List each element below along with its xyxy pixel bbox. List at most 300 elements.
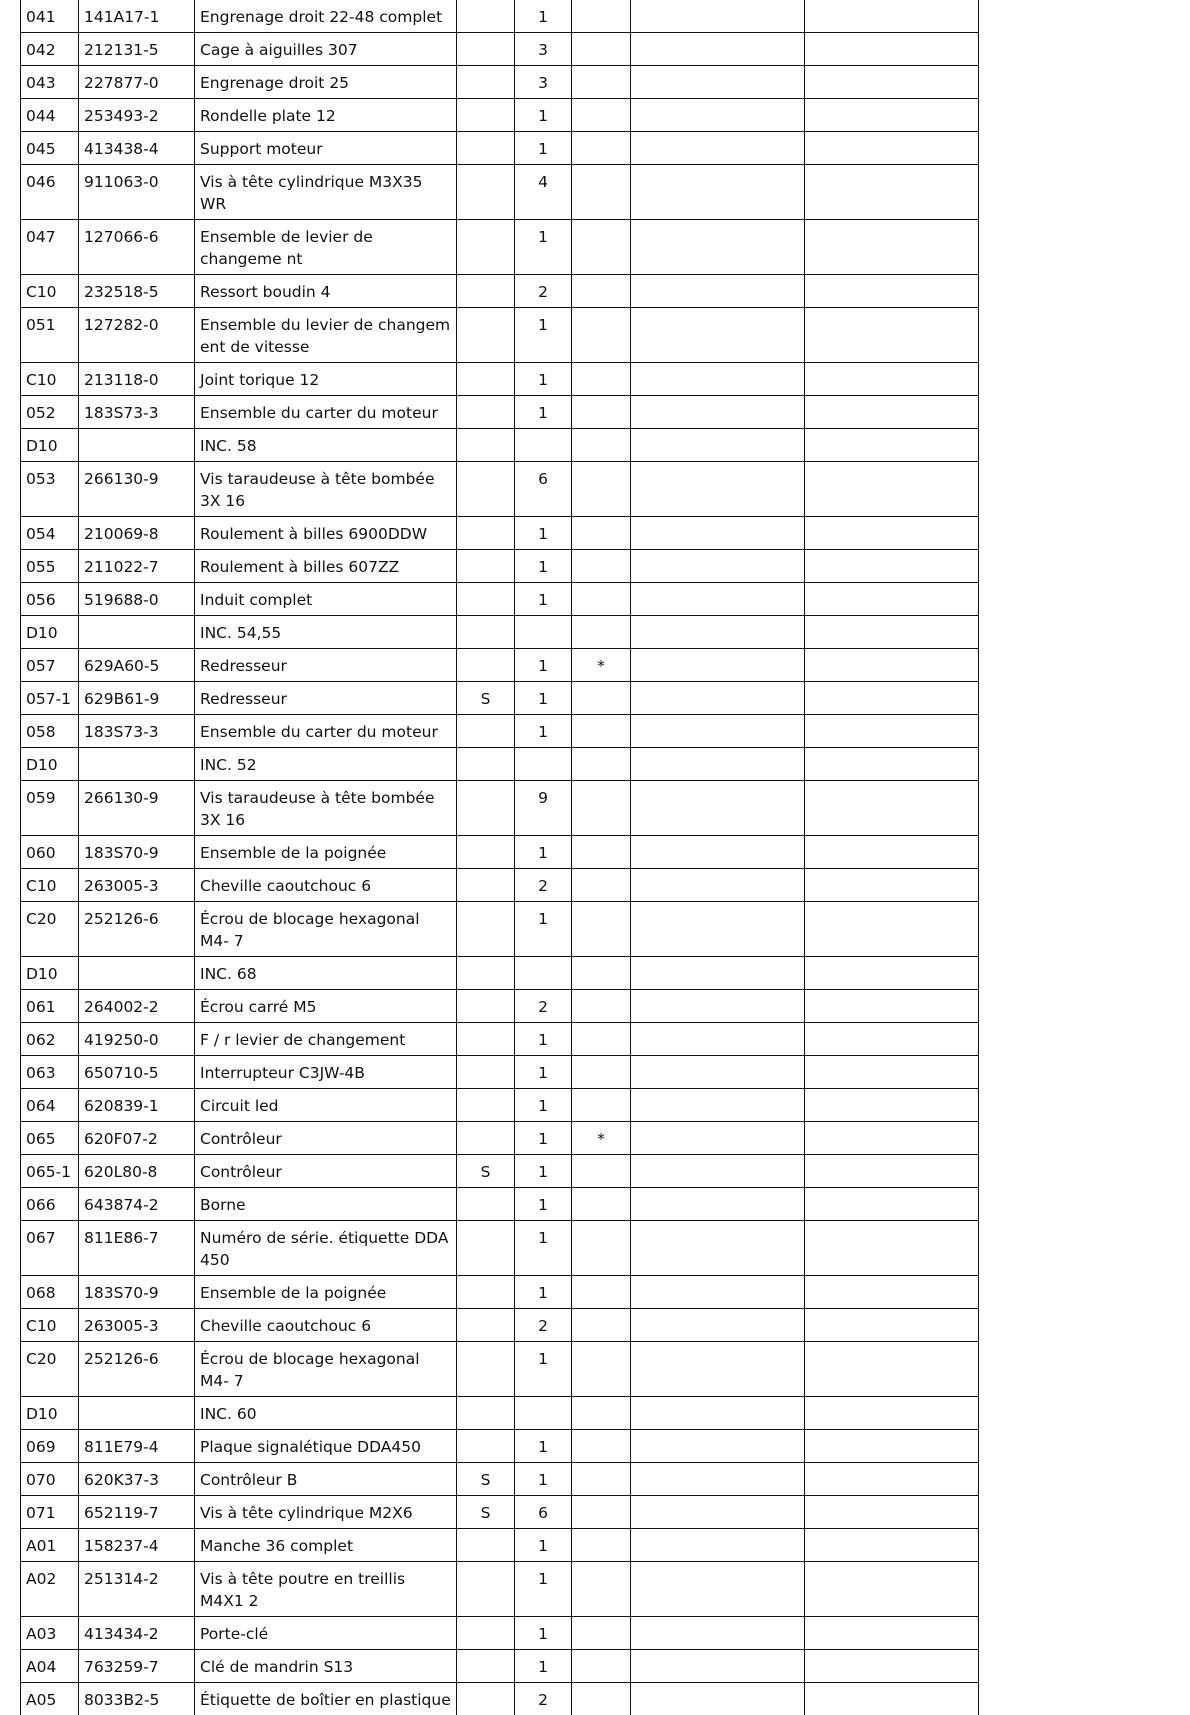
empty-cell [805,1463,979,1496]
empty-cell [805,1056,979,1089]
mark-cell [572,275,631,308]
description-cell: Ensemble de la poignée [195,836,457,869]
mark-cell [572,990,631,1023]
empty-cell [631,1342,805,1397]
table-row [21,1309,979,1342]
description-cell: Manche 36 complet [195,1529,457,1562]
item-number-cell: 045 [21,132,79,165]
mark-cell [572,1221,631,1276]
table-row [21,1397,979,1430]
empty-cell [631,1529,805,1562]
empty-cell [631,275,805,308]
description-cell: Vis taraudeuse à tête bombée 3X 16 [195,781,457,836]
empty-cell [805,220,979,275]
mark-cell [572,902,631,957]
table-row [21,1056,979,1089]
mark-cell [572,1650,631,1683]
empty-cell [631,220,805,275]
item-number-cell: 053 [21,462,79,517]
item-number-cell: 065 [21,1122,79,1155]
part-number-cell: 811E79-4 [79,1430,195,1463]
part-number-cell: 620L80-8 [79,1155,195,1188]
description-cell: Circuit led [195,1089,457,1122]
table-row [21,396,979,429]
mark-cell [572,308,631,363]
table-row [21,1276,979,1309]
quantity-cell: 1 [515,902,572,957]
table-row [21,1221,979,1276]
serial-flag-cell [457,1309,515,1342]
empty-cell [631,1562,805,1617]
serial-flag-cell [457,363,515,396]
quantity-cell: 3 [515,33,572,66]
item-number-cell: 046 [21,165,79,220]
description-cell: Écrou carré M5 [195,990,457,1023]
serial-flag-cell: S [457,1463,515,1496]
quantity-cell: 1 [515,517,572,550]
quantity-cell: 1 [515,132,572,165]
quantity-cell: 1 [515,1617,572,1650]
serial-flag-cell [457,99,515,132]
table-row [21,1496,979,1529]
description-cell: Roulement à billes 6900DDW [195,517,457,550]
serial-flag-cell [457,1397,515,1430]
quantity-cell: 1 [515,715,572,748]
description-cell: Redresseur [195,682,457,715]
item-number-cell: 063 [21,1056,79,1089]
quantity-cell: 2 [515,990,572,1023]
mark-cell [572,1397,631,1430]
description-cell: Cage à aiguilles 307 [195,33,457,66]
description-cell: Cheville caoutchouc 6 [195,869,457,902]
table-row [21,902,979,957]
item-number-cell: 065-1 [21,1155,79,1188]
table-row [21,462,979,517]
table-row [21,715,979,748]
table-row [21,429,979,462]
mark-cell [572,1463,631,1496]
table-row [21,165,979,220]
part-number-cell [79,429,195,462]
description-cell: INC. 58 [195,429,457,462]
item-number-cell: C10 [21,275,79,308]
empty-cell [805,836,979,869]
empty-cell [805,1430,979,1463]
mark-cell [572,1188,631,1221]
part-number-cell [79,1397,195,1430]
mark-cell [572,1023,631,1056]
item-number-cell: 062 [21,1023,79,1056]
description-cell: Ensemble de levier de changeme nt [195,220,457,275]
description-cell: Plaque signalétique DDA450 [195,1430,457,1463]
table-row [21,1683,979,1715]
empty-cell [631,836,805,869]
mark-cell [572,1496,631,1529]
mark-cell [572,0,631,33]
serial-flag-cell [457,165,515,220]
empty-cell [805,165,979,220]
part-number-cell: 263005-3 [79,869,195,902]
part-number-cell: 811E86-7 [79,1221,195,1276]
mark-cell [572,1276,631,1309]
serial-flag-cell [457,748,515,781]
mark-cell [572,781,631,836]
part-number-cell: 643874-2 [79,1188,195,1221]
quantity-cell: 2 [515,275,572,308]
empty-cell [805,1650,979,1683]
table-row [21,1089,979,1122]
serial-flag-cell [457,308,515,363]
mark-cell [572,1529,631,1562]
mark-cell: * [572,1122,631,1155]
description-cell: Engrenage droit 22-48 complet [195,0,457,33]
mark-cell [572,220,631,275]
empty-cell [805,616,979,649]
part-number-cell: 266130-9 [79,462,195,517]
table-row [21,616,979,649]
quantity-cell: 1 [515,1562,572,1617]
empty-cell [631,1650,805,1683]
description-cell: INC. 60 [195,1397,457,1430]
mark-cell [572,682,631,715]
empty-cell [805,1122,979,1155]
description-cell: Ensemble de la poignée [195,1276,457,1309]
item-number-cell: 059 [21,781,79,836]
empty-cell [631,1683,805,1715]
empty-cell [805,1496,979,1529]
item-number-cell: 054 [21,517,79,550]
item-number-cell: 057 [21,649,79,682]
serial-flag-cell [457,1188,515,1221]
empty-cell [631,33,805,66]
empty-cell [805,0,979,33]
part-number-cell: 211022-7 [79,550,195,583]
item-number-cell: 044 [21,99,79,132]
table-row [21,1122,979,1155]
empty-cell [631,715,805,748]
quantity-cell: 1 [515,1430,572,1463]
part-number-cell: 519688-0 [79,583,195,616]
serial-flag-cell [457,1023,515,1056]
empty-cell [805,748,979,781]
part-number-cell: 158237-4 [79,1529,195,1562]
part-number-cell: 419250-0 [79,1023,195,1056]
mark-cell [572,99,631,132]
description-cell: Induit complet [195,583,457,616]
mark-cell [572,363,631,396]
item-number-cell: 068 [21,1276,79,1309]
empty-cell [631,1155,805,1188]
mark-cell [572,1562,631,1617]
empty-cell [805,781,979,836]
mark-cell [572,616,631,649]
item-number-cell: 057-1 [21,682,79,715]
mark-cell [572,517,631,550]
mark-cell [572,715,631,748]
description-cell: Porte-clé [195,1617,457,1650]
empty-cell [805,462,979,517]
quantity-cell: 1 [515,550,572,583]
part-number-cell: 183S70-9 [79,836,195,869]
empty-cell [631,132,805,165]
item-number-cell: 067 [21,1221,79,1276]
quantity-cell: 1 [515,308,572,363]
table-row [21,682,979,715]
table-row [21,990,979,1023]
empty-cell [805,957,979,990]
empty-cell [631,517,805,550]
description-cell: Écrou de blocage hexagonal M4- 7 [195,1342,457,1397]
empty-cell [805,308,979,363]
quantity-cell: 1 [515,99,572,132]
description-cell: Redresseur [195,649,457,682]
description-cell: Vis à tête poutre en treillis M4X1 2 [195,1562,457,1617]
empty-cell [805,396,979,429]
mark-cell [572,462,631,517]
description-cell: Ensemble du carter du moteur [195,715,457,748]
serial-flag-cell [457,462,515,517]
quantity-cell [515,429,572,462]
part-number-cell: 650710-5 [79,1056,195,1089]
empty-cell [631,1397,805,1430]
item-number-cell: 058 [21,715,79,748]
table-row [21,0,979,33]
parts-list-table [20,0,979,1715]
part-number-cell: 763259-7 [79,1650,195,1683]
empty-cell [805,1089,979,1122]
mark-cell [572,1089,631,1122]
serial-flag-cell [457,517,515,550]
part-number-cell: 127282-0 [79,308,195,363]
empty-cell [631,616,805,649]
part-number-cell: 141A17-1 [79,0,195,33]
quantity-cell: 1 [515,1023,572,1056]
mark-cell [572,1056,631,1089]
item-number-cell: 069 [21,1430,79,1463]
quantity-cell: 9 [515,781,572,836]
part-number-cell: 227877-0 [79,66,195,99]
serial-flag-cell [457,869,515,902]
part-number-cell: 213118-0 [79,363,195,396]
table-row [21,748,979,781]
empty-cell [805,902,979,957]
part-number-cell: 252126-6 [79,1342,195,1397]
mark-cell [572,165,631,220]
empty-cell [805,1617,979,1650]
description-cell: Vis taraudeuse à tête bombée 3X 16 [195,462,457,517]
table-row [21,1342,979,1397]
item-number-cell: A02 [21,1562,79,1617]
table-row [21,66,979,99]
serial-flag-cell [457,1683,515,1715]
item-number-cell: C10 [21,869,79,902]
empty-cell [631,550,805,583]
serial-flag-cell [457,1430,515,1463]
serial-flag-cell [457,1562,515,1617]
description-cell: Ensemble du levier de changem ent de vitesse [195,308,457,363]
part-number-cell: 629A60-5 [79,649,195,682]
quantity-cell: 2 [515,1309,572,1342]
part-number-cell [79,616,195,649]
empty-cell [631,1463,805,1496]
item-number-cell: C10 [21,363,79,396]
empty-cell [805,275,979,308]
mark-cell [572,1155,631,1188]
mark-cell [572,429,631,462]
table-row [21,220,979,275]
empty-cell [631,748,805,781]
description-cell: Engrenage droit 25 [195,66,457,99]
item-number-cell: C10 [21,1309,79,1342]
description-cell: Contrôleur [195,1122,457,1155]
description-cell: Borne [195,1188,457,1221]
serial-flag-cell [457,132,515,165]
serial-flag-cell [457,649,515,682]
empty-cell [631,363,805,396]
empty-cell [631,1430,805,1463]
item-number-cell: 071 [21,1496,79,1529]
empty-cell [805,1529,979,1562]
part-number-cell: 127066-6 [79,220,195,275]
empty-cell [805,1683,979,1715]
item-number-cell: A04 [21,1650,79,1683]
mark-cell [572,748,631,781]
empty-cell [631,649,805,682]
table-row [21,308,979,363]
quantity-cell: 3 [515,66,572,99]
description-cell: Rondelle plate 12 [195,99,457,132]
description-cell: INC. 68 [195,957,457,990]
item-number-cell: 066 [21,1188,79,1221]
empty-cell [631,165,805,220]
part-number-cell: 232518-5 [79,275,195,308]
mark-cell [572,1683,631,1715]
part-number-cell: 620839-1 [79,1089,195,1122]
description-cell: Ressort boudin 4 [195,275,457,308]
serial-flag-cell [457,781,515,836]
quantity-cell: 2 [515,1683,572,1715]
serial-flag-cell [457,33,515,66]
empty-cell [631,902,805,957]
quantity-cell: 1 [515,1188,572,1221]
part-number-cell: 252126-6 [79,902,195,957]
part-number-cell: 210069-8 [79,517,195,550]
serial-flag-cell [457,1056,515,1089]
item-number-cell: C20 [21,902,79,957]
empty-cell [805,1562,979,1617]
mark-cell [572,836,631,869]
quantity-cell: 1 [515,1155,572,1188]
mark-cell [572,583,631,616]
table-row [21,649,979,682]
table-row [21,33,979,66]
item-number-cell: 043 [21,66,79,99]
empty-cell [631,308,805,363]
table-row [21,550,979,583]
quantity-cell: 6 [515,462,572,517]
quantity-cell [515,616,572,649]
quantity-cell: 1 [515,1650,572,1683]
mark-cell [572,1309,631,1342]
quantity-cell: 1 [515,1463,572,1496]
item-number-cell: 042 [21,33,79,66]
description-cell: INC. 54,55 [195,616,457,649]
part-number-cell: 911063-0 [79,165,195,220]
serial-flag-cell: S [457,682,515,715]
serial-flag-cell [457,275,515,308]
mark-cell [572,66,631,99]
quantity-cell [515,957,572,990]
item-number-cell: D10 [21,748,79,781]
table-row [21,132,979,165]
description-cell: Contrôleur B [195,1463,457,1496]
serial-flag-cell: S [457,1496,515,1529]
serial-flag-cell [457,0,515,33]
empty-cell [631,1309,805,1342]
part-number-cell: 413438-4 [79,132,195,165]
table-row [21,583,979,616]
description-cell: F / r levier de changement [195,1023,457,1056]
serial-flag-cell [457,1617,515,1650]
description-cell: Vis à tête cylindrique M2X6 [195,1496,457,1529]
description-cell: Vis à tête cylindrique M3X35 WR [195,165,457,220]
empty-cell [805,990,979,1023]
empty-cell [805,649,979,682]
quantity-cell [515,1397,572,1430]
mark-cell [572,550,631,583]
empty-cell [631,1221,805,1276]
serial-flag-cell [457,1529,515,1562]
item-number-cell: D10 [21,1397,79,1430]
serial-flag-cell [457,583,515,616]
item-number-cell: 061 [21,990,79,1023]
part-number-cell: 212131-5 [79,33,195,66]
table-row [21,1562,979,1617]
part-number-cell: 183S73-3 [79,715,195,748]
quantity-cell: 1 [515,220,572,275]
description-cell: Numéro de série. étiquette DDA 450 [195,1221,457,1276]
item-number-cell: C20 [21,1342,79,1397]
empty-cell [805,33,979,66]
table-row [21,1023,979,1056]
quantity-cell: 1 [515,1342,572,1397]
table-row [21,1188,979,1221]
part-number-cell: 263005-3 [79,1309,195,1342]
mark-cell: * [572,649,631,682]
item-number-cell: 056 [21,583,79,616]
table-row [21,1529,979,1562]
serial-flag-cell: S [457,1155,515,1188]
description-cell: Interrupteur C3JW-4B [195,1056,457,1089]
mark-cell [572,1342,631,1397]
empty-cell [805,583,979,616]
quantity-cell: 1 [515,1276,572,1309]
quantity-cell: 1 [515,682,572,715]
serial-flag-cell [457,715,515,748]
item-number-cell: D10 [21,957,79,990]
quantity-cell: 1 [515,363,572,396]
item-number-cell: 070 [21,1463,79,1496]
table-row [21,1155,979,1188]
table-row [21,957,979,990]
empty-cell [631,0,805,33]
serial-flag-cell [457,616,515,649]
empty-cell [631,99,805,132]
quantity-cell [515,748,572,781]
part-number-cell: 251314-2 [79,1562,195,1617]
empty-cell [631,957,805,990]
serial-flag-cell [457,1089,515,1122]
